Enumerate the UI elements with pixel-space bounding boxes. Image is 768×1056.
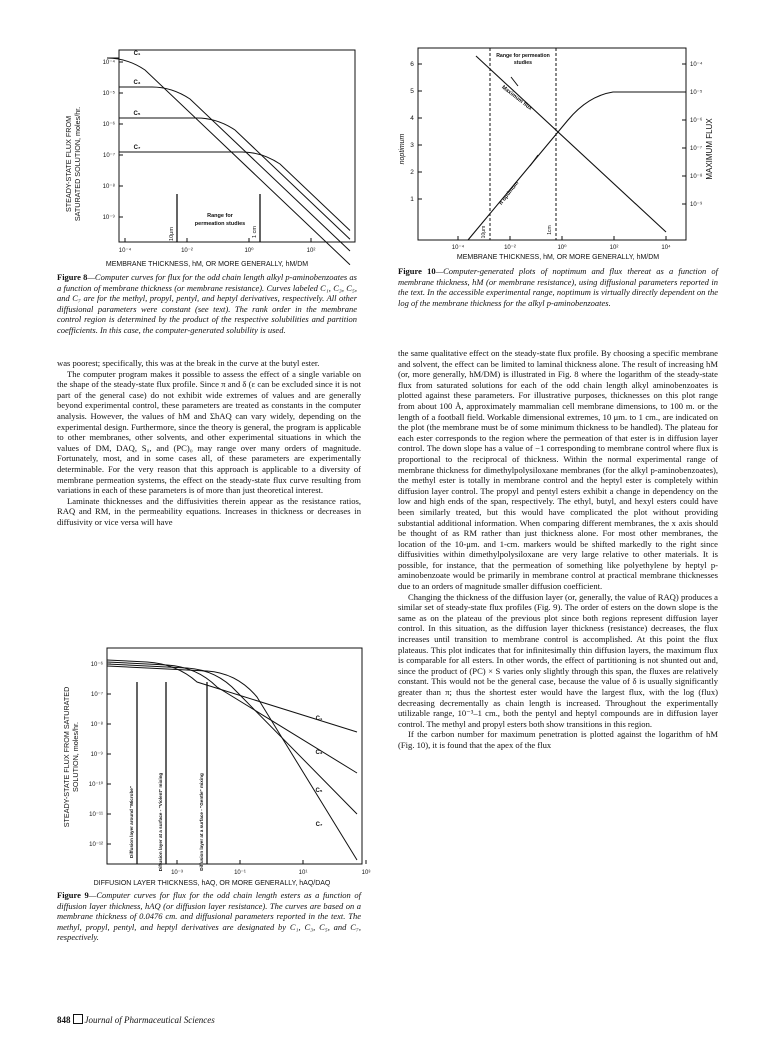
fig10-range-label-2: studies xyxy=(513,60,533,66)
fig10-ytick-right-label: 10⁻⁴ xyxy=(690,62,703,68)
fig8-xtick-label: 10² xyxy=(306,248,316,254)
fig8-curves xyxy=(107,51,350,265)
fig8-xtick-label: 10⁻⁴ xyxy=(118,248,132,254)
fig10-n-opt-arrow xyxy=(530,155,538,166)
left-paragraph-2: The computer program makes it possible to assess the effect of a single variable on the shape of the steady-state flux profile. Since π and δ (ε can be excluded since it is not part of the general case) do not exhibit wide extremes of values and are generally beyond experimental control, these parameters are treated as constants in the computer analysis. However, the values of hM and ΣhAQ can vary widely, depending on the experimental design. Furthermore, since the theory is general, the program is applicable to other membranes, other solvents, and other experimental situations in which the values of DM, DAQ, S₀, and (PC)₀ may range over many orders of magnitude. Fortunately, most, and in some cases all, of these parameters are experimentally determinable. For the very reason that this approach is applicable to a diversity of membrane permeation systems, the effect on the steady-state flux curve resulting from variations in each of these parameters is of more than just theoretical interest. xyxy=(57,368,361,496)
fig10-max-flux-arrow xyxy=(511,77,518,86)
fig9-axes xyxy=(89,648,371,876)
fig9-curve-label: C₁ xyxy=(315,716,323,722)
fig10-ytick-right-label: 10⁻⁵ xyxy=(690,90,703,96)
figure-10-caption xyxy=(398,266,718,308)
figure-10 xyxy=(398,44,718,262)
page-number: 848 xyxy=(57,1015,71,1025)
right-paragraph-3: If the carbon number for maximum penetration is plotted against the logarithm of hM (Fig. 10), it is found that the apex of the flux xyxy=(398,729,718,750)
fig9-curves xyxy=(107,660,357,860)
figure-8 xyxy=(57,44,357,269)
fig8-xtick-label: 10⁻² xyxy=(181,248,193,254)
fig9-ylabel-1: STEADY-STATE FLUX FROM SATURATED xyxy=(62,686,71,828)
figure-8-caption-label: Figure 8 xyxy=(57,272,88,282)
fig10-xtick-label: 10⁻² xyxy=(504,245,516,251)
fig9-xtick-label: 10¹ xyxy=(298,870,308,876)
fig10-ytick-left-label: 3 xyxy=(410,142,414,149)
fig8-ytick-label: 10⁻⁸ xyxy=(102,184,115,190)
fig9-ytick-label: 10⁻¹⁰ xyxy=(88,782,103,788)
fig10-ytick-right-label: 10⁻⁹ xyxy=(690,202,703,208)
fig9-frame xyxy=(107,648,362,864)
fig8-ylabel-2: SATURATED SOLUTION, moles/hr. xyxy=(73,106,82,222)
fig10-curves xyxy=(468,56,682,240)
fig10-ytick-right-label: 10⁻⁷ xyxy=(690,146,703,152)
fig10-max-flux-label: Maximum flux xyxy=(500,84,533,112)
fig9-ytick-label: 10⁻¹¹ xyxy=(89,812,103,818)
fig9-xtick-label: 10⁻³ xyxy=(171,870,183,876)
fig10-ylabel-left: noptimum xyxy=(399,133,406,165)
fig9-ytick-label: 10⁻⁷ xyxy=(90,692,103,698)
figure-10-caption-text: —Computer-generated plots of noptimum and flux thereat as a function of membrane thickness, hM (or membrane resistance), using diffusional parameters reported in the text. In the accessible experimental range, noptimum is virtually directly dependent on the log of the membrane thickness for the alkyl p-aminobenzoates. xyxy=(398,266,718,308)
fig10-frame xyxy=(418,48,686,240)
left-paragraph-3: Laminate thicknesses and the diffusivities therein appear as the resistance ratios, RAQ and RM, in the permeability equations. Increases in thickness or decreases in diffusivity or vice versa will have xyxy=(57,495,361,527)
right-body-text xyxy=(398,348,718,751)
fig8-range-label-2: permeation studies xyxy=(194,221,246,227)
figure-8-plot xyxy=(57,44,357,269)
fig9-curve-label: C₅ xyxy=(315,788,323,794)
figure-9-caption-label: Figure 9 xyxy=(57,890,89,900)
fig8-ytick-label: 10⁻⁷ xyxy=(102,153,115,159)
fig9-marker-label: Diffusion layer at a surface - "Violent" mixing xyxy=(158,772,163,872)
fig10-ytick-left-label: 5 xyxy=(410,88,414,95)
fig9-xlabel: DIFFUSION LAYER THICKNESS, hAQ, OR MORE GENERALLY, hAQ/DAQ xyxy=(93,880,331,887)
fig9-marker-label: Diffusion layer at a surface - "Gentle" mixing xyxy=(199,773,204,871)
fig10-xtick-label: 10⁰ xyxy=(557,245,567,251)
fig10-xtick-label: 10⁻⁴ xyxy=(451,245,465,251)
figure-9 xyxy=(57,642,371,887)
fig9-ytick-label: 10⁻⁹ xyxy=(90,752,103,758)
fig9-xtick-label: 10³ xyxy=(361,870,371,876)
fig10-ytick-left-label: 2 xyxy=(410,169,414,176)
fig10-xlabel: MEMBRANE THICKNESS, hM, OR MORE GENERALLY, hM/DM xyxy=(456,254,660,261)
figure-10-caption-label: Figure 10 xyxy=(398,266,436,276)
fig8-xtick-label: 10⁰ xyxy=(244,248,254,254)
fig8-ylabel-1: STEADY-STATE FLUX FROM xyxy=(64,115,73,213)
left-body-text xyxy=(57,358,361,528)
figure-9-caption xyxy=(57,890,361,943)
journal-name: Journal of Pharmaceutical Sciences xyxy=(84,1015,215,1025)
fig8-curve-label: C₇ xyxy=(133,145,141,151)
fig9-curve-label: C₃ xyxy=(315,750,323,756)
footer-box-icon xyxy=(73,1014,83,1024)
figure-9-caption-text: —Computer curves for flux for the odd chain length esters as a function of diffusion layer thickness, hAQ (or diffusion layer resistance). The curves are based on a membrane thickness of 0.0476 cm. and diffusional parameters reported in the text. The methyl, propyl, pentyl, and heptyl derivatives are designated by C₁, C₃, C₅, and C₇, respectively. xyxy=(57,890,361,943)
fig10-marker-left-label: 10μm xyxy=(481,225,487,239)
fig8-curve-label: C₃ xyxy=(133,80,141,86)
figure-10-plot xyxy=(398,44,718,262)
fig10-ytick-left-label: 1 xyxy=(410,196,414,203)
fig9-curve xyxy=(107,666,357,860)
fig8-xlabel: MEMBRANE THICKNESS, hM, OR MORE GENERALLY, hM/DM xyxy=(105,261,309,268)
fig10-ytick-right-label: 10⁻⁶ xyxy=(690,118,703,124)
fig10-xtick-label: 10² xyxy=(609,245,619,251)
left-paragraph-1: was poorest; specifically, this was at the break in the curve at the butyl ester. xyxy=(57,358,320,368)
fig9-ytick-label: 10⁻⁶ xyxy=(90,662,103,668)
fig8-marker-right-label: 1 cm xyxy=(252,226,258,238)
figure-8-caption xyxy=(57,272,357,336)
fig10-ytick-right-label: 10⁻⁸ xyxy=(690,174,703,180)
fig8-ytick-label: 10⁻⁴ xyxy=(102,60,115,66)
fig8-ytick-label: 10⁻⁵ xyxy=(102,91,115,97)
page-footer xyxy=(57,1014,215,1025)
fig8-curve-label: C₁ xyxy=(133,51,141,57)
fig9-xtick-label: 10⁻¹ xyxy=(234,870,246,876)
fig10-maximum-flux-curve xyxy=(476,56,666,235)
fig8-curve-label: C₅ xyxy=(133,111,141,117)
figure-8-caption-text: —Computer curves for flux for the odd chain length alkyl p-aminobenzoates as a function of membrane thickness (or membrane resistance). Curves labeled C₁, C₃, C₅, and C₇ are for the methyl, propyl, pentyl, and heptyl derivatives, respectively. All other diffusional parameters were constant (see text). The rank order in the membrane control region is determined by the product of the respective solubilities and partition coefficients. In this case, the computer-generated solubility is used. xyxy=(57,272,357,335)
fig8-range-label-1: Range for xyxy=(207,213,233,219)
figure-9-plot xyxy=(57,642,371,887)
right-paragraph-1: the same qualitative effect on the steady-state flux profile. By choosing a specific membrane and solvent, the effect can be limited to laminal thickness alone. The result of increasing hM (or, more generally, hM/DM) is illustrated in Fig. 8 where the logarithm of the steady-state flux from saturated solutions for each of the odd chain length alkyl aminobenzoates is plotted against these parameters. For illustrative purposes, thicknesses on this plot range from about 100 Å, approximately mammalian cell membrane dimensions, to 100 m. or the length of a football field. Workable dimensional extremes, 10 μm. to 1 cm., are indicated on the plot (the membrane must be of some minimum thickness to be handled). The plateau for each ester corresponds to the region where the permeation of that ester is in diffusion layer control. The down slope has a value of −1 corresponding to membrane control where flux is proportional to the reciprocal of thickness. Within the normal experimental range of membrane thickness for dimethylpolysiloxane membranes (for the alkyl p-aminobenzoates), the methyl ester is totally in membrane control and the heptyl ester is completely within diffusion layer control. The propyl and pentyl esters exhibit a change in dependency on the low and high ends of the span, respectively. The ethyl, butyl, and hexyl esters could have been similarly treated, but this would have complicated the plot without providing substantial additional information. When comparing different membranes, the x axis should be thought of as RM rather than just thickness alone. For most other membranes, the location of the 10-μm. and 1-cm. markers would be shifted markedly to the right since diffusivities within dimethylpolysiloxane are very large relative to other materials. It is possible, for instance, that the permeation of something like polyethylene by heptyl p-aminobenzoate would be primarily in membrane control at practical membrane thicknesses due to an orders of magnitude smaller diffusion coefficient. xyxy=(398,348,718,592)
fig9-ytick-label: 10⁻⁸ xyxy=(90,722,103,728)
fig8-curve xyxy=(107,58,350,265)
fig10-marker-right-label: 1cm xyxy=(547,225,553,235)
fig9-curve-label: C₇ xyxy=(315,822,323,828)
fig10-ytick-left-label: 4 xyxy=(410,115,414,122)
fig10-axes xyxy=(410,48,703,251)
fig10-n-opt-label: n optimum xyxy=(498,180,521,207)
fig10-range-label-1: Range for permeation xyxy=(496,53,550,59)
fig10-ylabel-right: MAXIMUM FLUX xyxy=(705,118,714,180)
fig8-ytick-label: 10⁻⁹ xyxy=(102,215,115,221)
fig10-ytick-left-label: 6 xyxy=(410,61,414,68)
fig9-marker-label: Diffusion layer around "Microbe" xyxy=(129,786,134,858)
fig9-ylabel-2: SOLUTION, moles/hr. xyxy=(71,722,80,792)
right-paragraph-2: Changing the thickness of the diffusion layer (or, generally, the value of RAQ) produces a similar set of steady-state flux profiles (Fig. 9). The order of esters on the down slope is the same as on the plateau of the previous plot since both regions represent diffusion layer control. In this situation, as the diffusion layer thickness (resistance) decreases, the flux increases until transition to membrane control is accomplished. At this point the flux plateaus. This plot indicates that for infinitesimally thin diffusion layers, the maximum flux is comparable for all esters. In other words, the effect of partitioning is not shunted out and, since the product of (PC) × S varies only slightly through this span, the fluxes are relatively constant. This would not be the general case, because the value of δ is usually significantly greater than π; thus the shortest ester would have the largest flux, with the log (flux) decreasing decrementally as chain length is increased. Throughout the experimentally utilizable range, 10⁻³–1 cm., both the pentyl and heptyl compounds are in diffusion layer control. The methyl and propyl esters both show transitions in this region. xyxy=(398,591,718,729)
fig8-marker-left-label: 10μm xyxy=(169,227,175,241)
fig9-ytick-label: 10⁻¹² xyxy=(89,842,103,848)
fig10-xtick-label: 10⁴ xyxy=(661,245,671,251)
fig8-ytick-label: 10⁻⁶ xyxy=(102,122,115,128)
